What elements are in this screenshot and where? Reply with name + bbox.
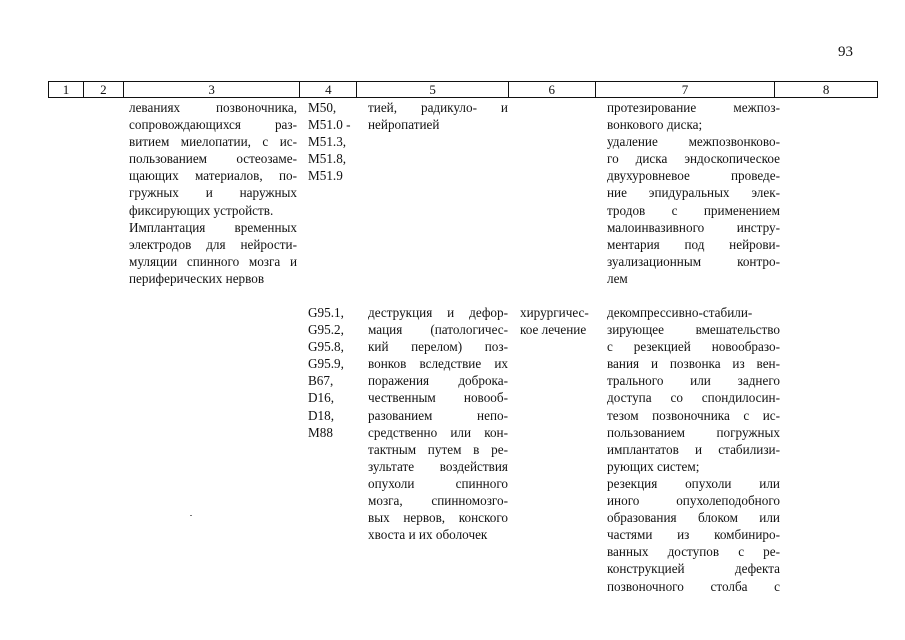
cell-line: деструкция и дефор-	[368, 305, 508, 320]
header-cell-7: 7	[596, 82, 776, 97]
table-header-row	[48, 81, 878, 98]
row1-col5-text	[368, 99, 508, 133]
cell-line: фиксирующих устройств.	[129, 202, 274, 218]
cell-line: чественным новооб-	[368, 390, 508, 406]
cell-line: гружных и наружных	[129, 185, 297, 201]
cell-line: леваниях позвоночника,	[129, 100, 297, 115]
header-cell-8: 8	[822, 82, 830, 97]
cell-line: сопровождающихся раз-	[129, 117, 297, 133]
cell-line: кое лечение	[520, 322, 587, 338]
cell-line: го диска эндоскопическое	[607, 151, 780, 167]
cell-line: Имплантация временных	[129, 219, 297, 235]
cell-line: периферических нервов	[129, 270, 265, 286]
cell-line: рующих систем;	[607, 458, 700, 474]
cell-line: лем	[607, 270, 628, 286]
cell-line: удаление межпозвонково-	[607, 134, 780, 150]
cell-line: образования блоком или	[607, 510, 780, 526]
cell-line: витием миелопатии, с ис-	[129, 134, 297, 150]
cell-line: средственно или кон-	[368, 424, 508, 440]
cell-line: ванных доступов с ре-	[607, 544, 780, 560]
cell-line: зирующее вмешательство	[607, 322, 780, 338]
cell-line: D16,	[308, 390, 335, 406]
cell-line: хирургичес-	[520, 305, 589, 320]
cell-line: G95.1,	[308, 305, 344, 320]
cell-line: G95.2,	[308, 322, 344, 338]
cell-line: хвоста и их оболочек	[368, 527, 488, 543]
cell-line: пользованием остеозаме-	[129, 151, 297, 167]
row1-col4-codes	[308, 99, 363, 184]
header-cell-1: 1	[49, 82, 84, 97]
cell-line: иного опухолеподобного	[607, 493, 780, 509]
cell-line: тродов с применением	[607, 202, 780, 218]
cell-line: зуализационным контро-	[607, 253, 780, 269]
cell-line: вонков вследствие их	[368, 356, 508, 372]
cell-line: M50,	[308, 100, 337, 115]
row1-col3-text	[129, 99, 297, 287]
cell-line: M51.9	[308, 168, 343, 184]
cell-line: позвоночного столба с	[607, 578, 780, 594]
header-cell-6: 6	[509, 82, 596, 97]
cell-line: зультате воздействия	[368, 458, 508, 474]
cell-line: малоинвазивного инстру-	[607, 219, 780, 235]
cell-line: ние эпидуральных элек-	[607, 185, 780, 201]
cell-line: тией, радикуло- и	[368, 100, 508, 115]
cell-line: резекция опухоли или	[607, 475, 780, 491]
cell-line: с резекцией новообразо-	[607, 339, 780, 355]
row2-col5-text	[368, 304, 508, 543]
cell-line: протезирование межпоз-	[607, 100, 780, 115]
cell-line: тактным путем в ре-	[368, 441, 508, 457]
cell-line: нейропатией	[368, 117, 440, 133]
cell-line: тезом позвоночника с ис-	[607, 407, 780, 423]
cell-line: конструкцией дефекта	[607, 561, 780, 577]
cell-line: B67,	[308, 373, 334, 389]
cell-line: доступа со спондилосин-	[607, 390, 780, 406]
cell-line: частями из комбиниро-	[607, 527, 780, 543]
cell-line: трального или заднего	[607, 373, 780, 389]
cell-line: муляции спинного мозга и	[129, 253, 297, 269]
cell-line: кий перелом) поз-	[368, 339, 508, 355]
cell-line: опухоли спинного	[368, 475, 508, 491]
cell-line: M51.8,	[308, 151, 347, 167]
cell-line: щающих материалов, по-	[129, 168, 297, 184]
cell-line: пользованием погружных	[607, 424, 780, 440]
cell-line: имплантатов и стабилизи-	[607, 441, 780, 457]
cell-line: G95.8,	[308, 339, 344, 355]
cell-line: двухуровневое проведе-	[607, 168, 780, 184]
row2-col6-text	[520, 304, 600, 338]
scan-speck	[190, 515, 192, 516]
cell-line: мация (патологичес-	[368, 322, 508, 338]
cell-line: M51.3,	[308, 134, 347, 150]
cell-line: ментария под нейрови-	[607, 236, 780, 252]
cell-line: вания и позвонка из вен-	[607, 356, 780, 372]
row1-col7-text	[607, 99, 780, 287]
cell-line: вых нервов, конского	[368, 510, 508, 526]
cell-line: вонкового диска;	[607, 117, 703, 133]
cell-line: электродов для нейрости-	[129, 236, 297, 252]
cell-line: разованием непо-	[368, 407, 508, 423]
header-cell-5: 5	[357, 82, 509, 97]
cell-line: мозга, спинномозго-	[368, 493, 508, 509]
page-number: 93	[838, 44, 853, 60]
header-cell-4: 4	[300, 82, 357, 97]
cell-line: M51.0 -	[308, 117, 351, 133]
header-cell-3: 3	[124, 82, 301, 97]
cell-line: D18,	[308, 407, 335, 423]
header-cell-2: 2	[84, 82, 124, 97]
cell-line: G95.9,	[308, 356, 344, 372]
cell-line: M88	[308, 424, 333, 440]
row2-col4-codes	[308, 304, 363, 441]
cell-line: поражения доброка-	[368, 373, 508, 389]
row2-col7-text	[607, 304, 780, 595]
cell-line: декомпрессивно-стабили-	[607, 305, 753, 320]
